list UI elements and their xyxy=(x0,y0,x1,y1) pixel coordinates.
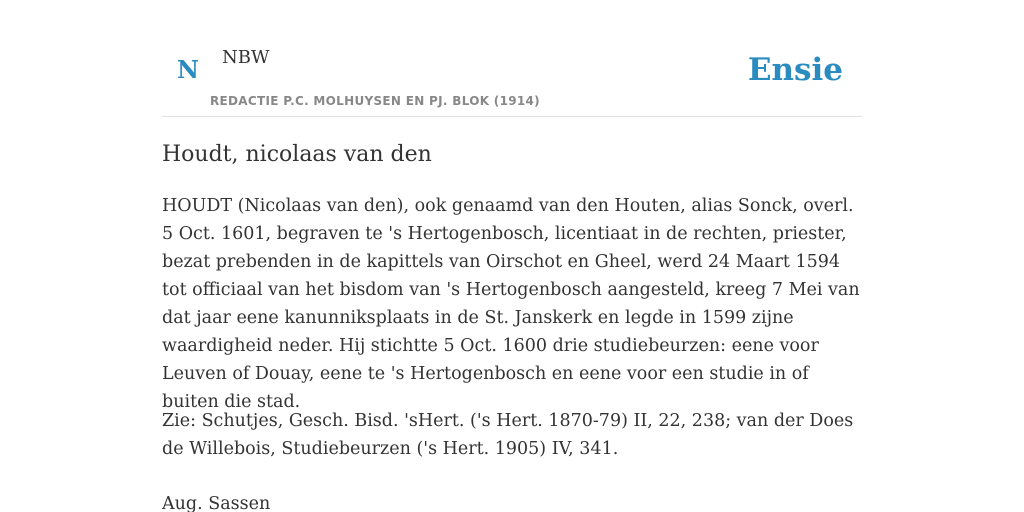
entry-title: Houdt, nicolaas van den xyxy=(162,142,432,167)
source-logo[interactable]: N xyxy=(177,55,199,84)
source-subtitle: REDACTIE P.C. MOLHUYSEN EN PJ. BLOK (1914) xyxy=(210,94,540,108)
entry-paragraph: HOUDT (Nicolaas van den), ook genaamd van den Houten, alias Sonck, overl. 5 Oct. 1601, begraven te 's Hertogenbosch, licentiaat in de rechten, priester, bezat prebenden in de kapittels van Oirschot en Gheel, werd 24 Maart 1594 tot officiaal van het bisdom van 's Hertogenbosch aangesteld, kreeg 7 Mei van dat jaar eene kanunniksplaats in de St. Janskerk en legde in 1599 zijne waardigheid neder. Hij stichtte 5 Oct. 1600 drie studiebeurzen: eene voor Leuven of Douay, eene te 's Hertogenbosch en eene voor een studie in of buiten die stad. xyxy=(162,196,860,412)
source-name[interactable]: NBW xyxy=(222,47,270,68)
entry-author: Aug. Sassen xyxy=(162,494,271,512)
ensie-logo-link[interactable]: Ensie xyxy=(747,52,843,88)
entry-reference: Zie: Schutjes, Gesch. Bisd. 'sHert. ('s Hert. 1870-79) II, 22, 238; van der Does de Willebois, Studiebeurzen ('s Hert. 1905) IV, 341. xyxy=(162,411,854,459)
source-header xyxy=(162,0,862,117)
